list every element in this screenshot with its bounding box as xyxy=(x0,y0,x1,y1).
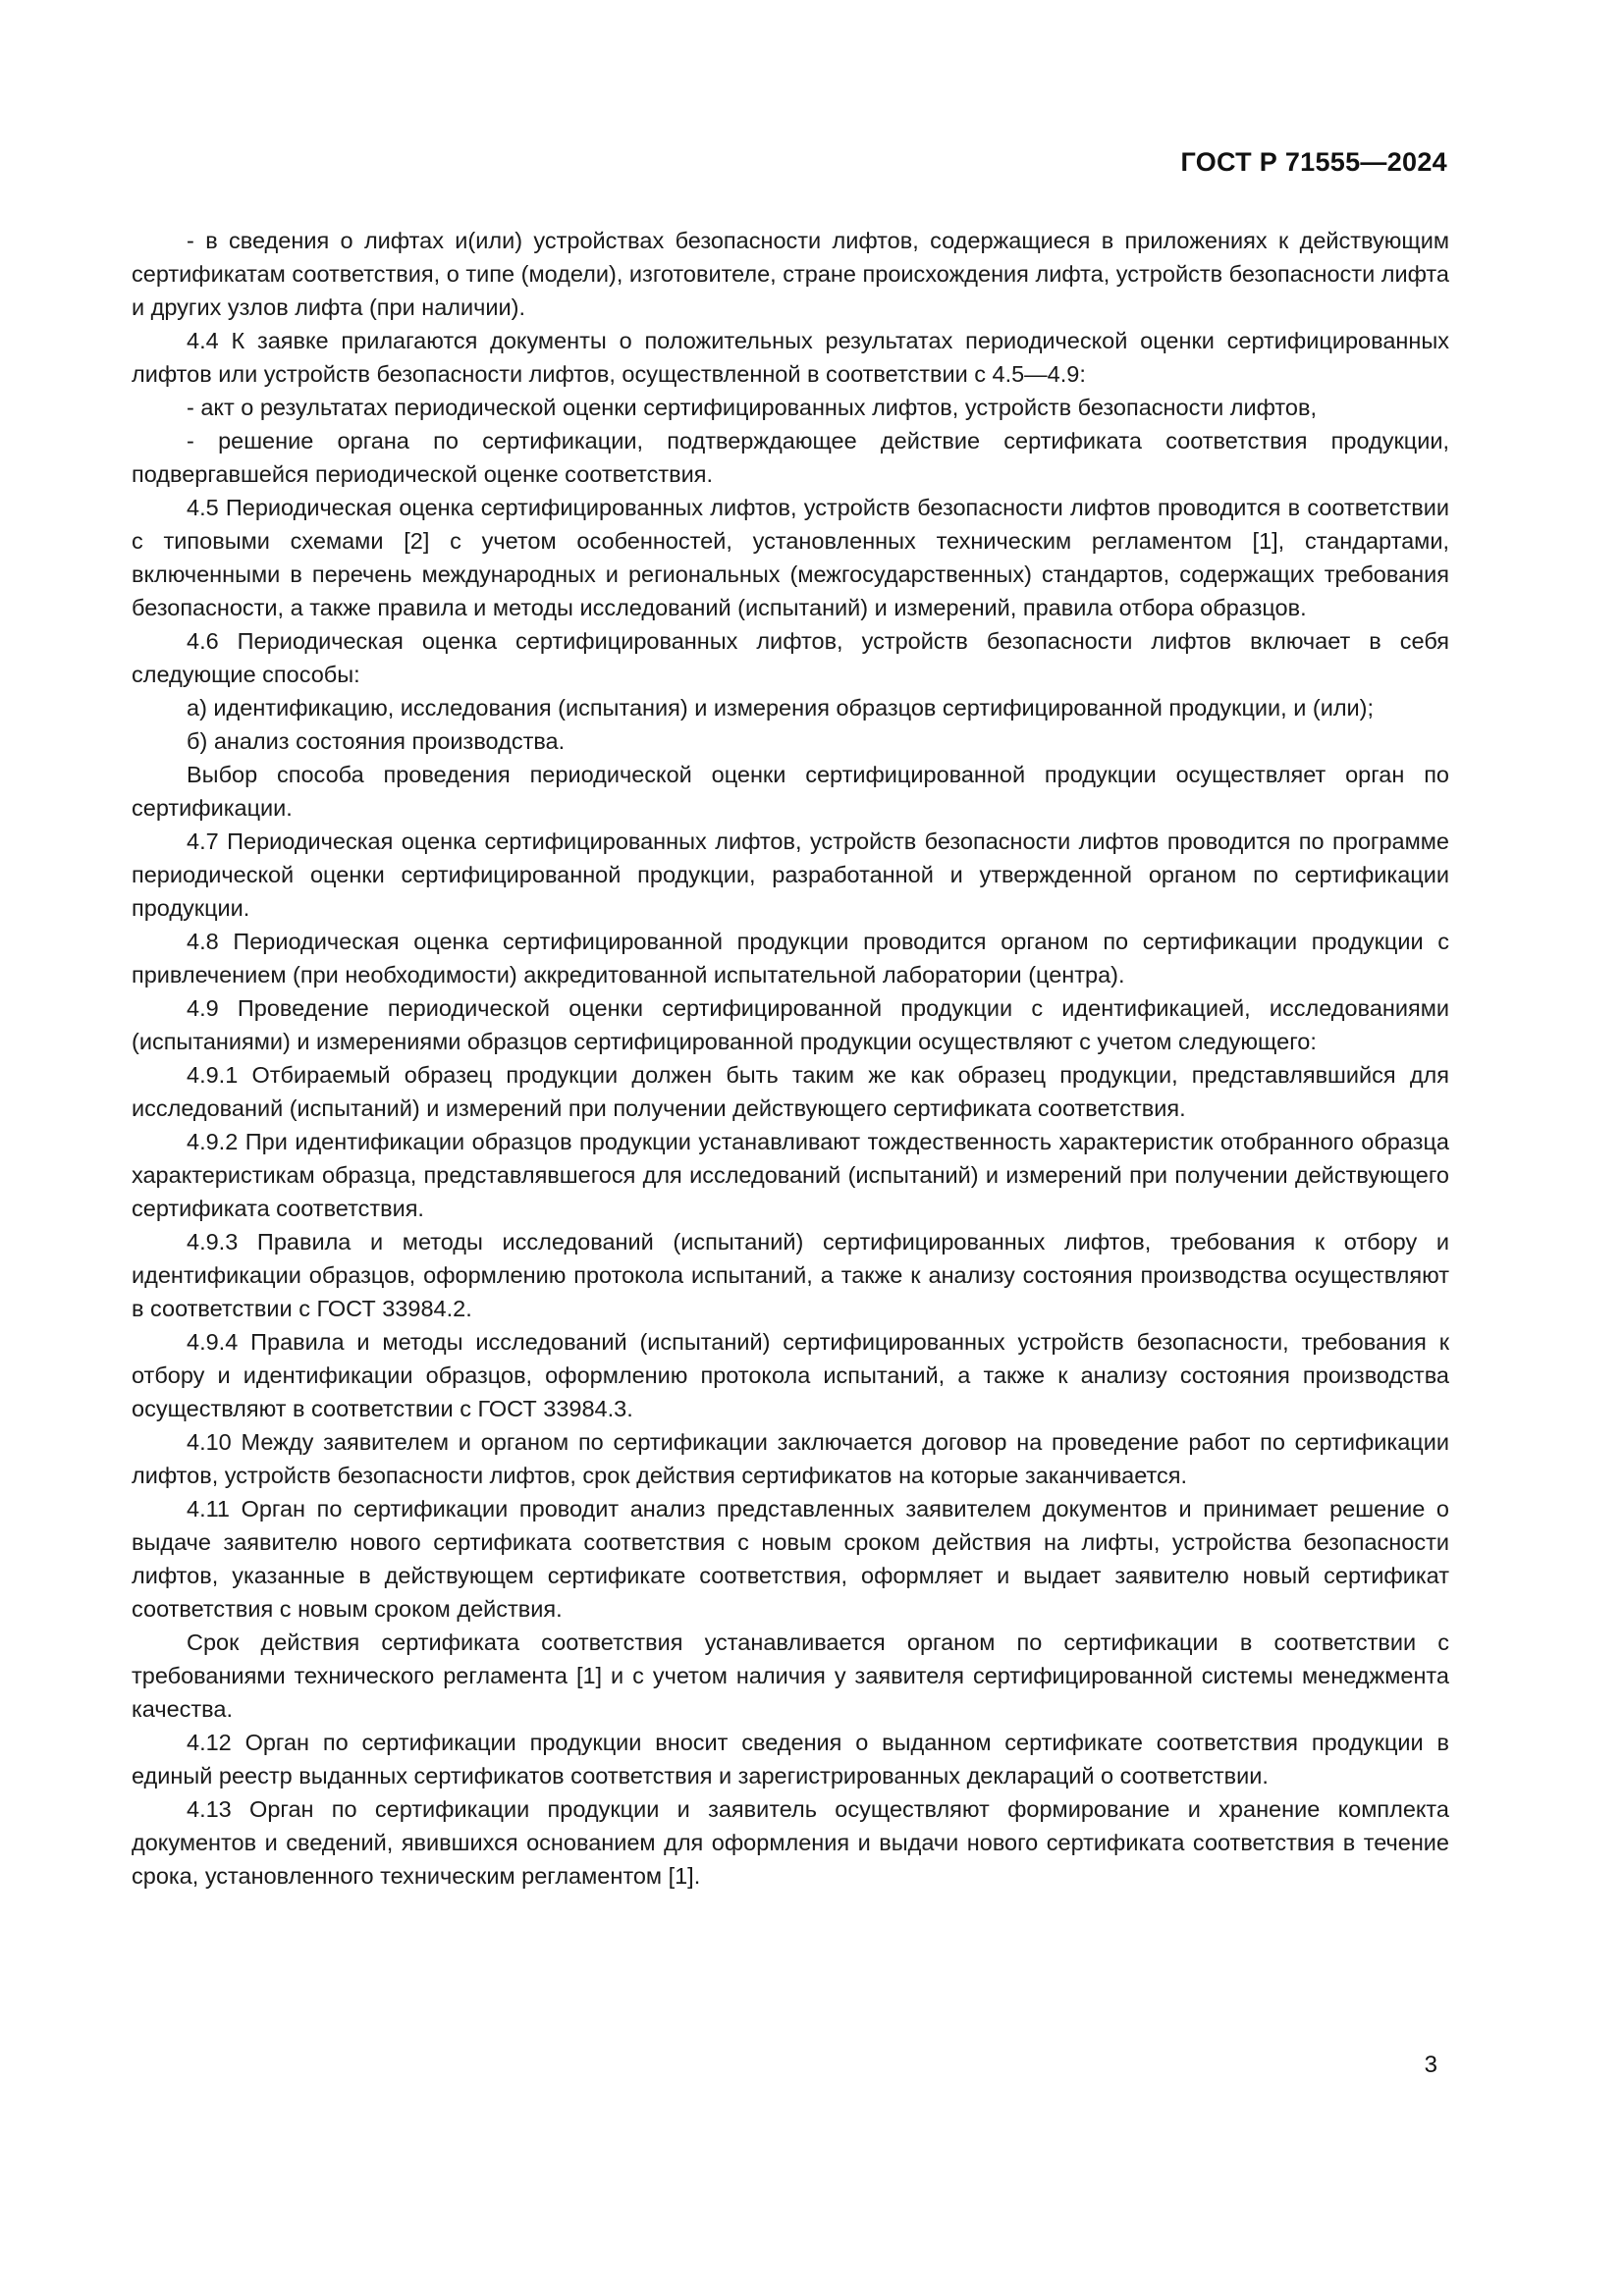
paragraph: Выбор способа проведения периодической оценки сертифицированной продукции осуществляет орган по сертификации. xyxy=(132,762,1449,821)
paragraph: 4.11 Орган по сертификации проводит анализ представленных заявителем документов и принимает решение о выдаче заявителю нового сертификата соответствия с новым сроком действия на лифты, устройства безопасности лифтов, указанные в действующем сертификате соответствия, оформляет и выдает заявителю новый сертификат соответствия с новым сроком действия. xyxy=(132,1496,1449,1622)
paragraph: 4.8 Периодическая оценка сертифицированной продукции проводится органом по сертификации продукции с привлечением (при необходимости) аккредитованной испытательной лаборатории (центра). xyxy=(132,929,1449,988)
paragraph: 4.9.4 Правила и методы исследований (испытаний) сертифицированных устройств безопасности, требования к отбору и идентификации образцов, оформлению протокола испытаний, а также к анализу состояния производства осуществляют в соответствии с ГОСТ 33984.3. xyxy=(132,1329,1449,1421)
paragraph: Срок действия сертификата соответствия устанавливается органом по сертификации в соответствии с требованиями технического регламента [1] и с учетом наличия у заявителя сертифицированной системы менеджмента качества. xyxy=(132,1629,1449,1722)
paragraph: - в сведения о лифтах и(или) устройствах безопасности лифтов, содержащиеся в приложениях к действующим сертификатам соответствия, о типе (модели), изготовителе, стране происхождения лифта, устройств безопасности лифта и других узлов лифта (при наличии). xyxy=(132,228,1449,320)
paragraph: 4.4 К заявке прилагаются документы о положительных результатах периодической оценки сертифицированных лифтов или устройств безопасности лифтов, осуществленной в соответствии с 4.5—4.9: xyxy=(132,328,1449,387)
paragraph: 4.9.3 Правила и методы исследований (испытаний) сертифицированных лифтов, требования к отбору и идентификации образцов, оформлению протокола испытаний, а также к анализу состояния производства осуществляют в соответствии с ГОСТ 33984.2. xyxy=(132,1229,1449,1321)
document-body xyxy=(132,224,1449,1893)
paragraph: 4.6 Периодическая оценка сертифицированных лифтов, устройств безопасности лифтов включает в себя следующие способы: xyxy=(132,628,1449,687)
paragraph: 4.9.1 Отбираемый образец продукции должен быть таким же как образец продукции, представлявшийся для исследований (испытаний) и измерений при получении действующего сертификата соответствия. xyxy=(132,1062,1449,1121)
paragraph: 4.5 Периодическая оценка сертифицированных лифтов, устройств безопасности лифтов проводится в соответствии с типовыми схемами [2] с учетом особенностей, установленных техническим регламентом [1], стандартами, включенными в перечень международных и региональных (межгосударственных) стандартов, содержащих требования безопасности, а также правила и методы исследований (испытаний) и измерений, правила отбора образцов. xyxy=(132,495,1449,620)
paragraph: 4.9 Проведение периодической оценки сертифицированной продукции с идентификацией, исследованиями (испытаниями) и измерениями образцов сертифицированной продукции осуществляют с учетом следующего: xyxy=(132,995,1449,1054)
paragraph: 4.13 Орган по сертификации продукции и заявитель осуществляют формирование и хранение комплекта документов и сведений, явившихся основанием для оформления и выдачи нового сертификата соответствия в течение срока, установленного техническим регламентом [1]. xyxy=(132,1796,1449,1889)
paragraph: а) идентификацию, исследования (испытания) и измерения образцов сертифицированной продукции, и (или); xyxy=(187,695,1375,721)
page-number: 3 xyxy=(1424,2052,1437,2078)
paragraph: 4.10 Между заявителем и органом по сертификации заключается договор на проведение работ по сертификации лифтов, устройств безопасности лифтов, срок действия сертификатов на которые заканчивается. xyxy=(132,1429,1449,1488)
paragraph: 4.9.2 При идентификации образцов продукции устанавливают тождественность характеристик отобранного образца характеристикам образца, представлявшегося для исследований (испытаний) и измерений при получении действующего сертификата соответствия. xyxy=(132,1129,1449,1221)
paragraph: 4.7 Периодическая оценка сертифицированных лифтов, устройств безопасности лифтов проводится по программе периодической оценки сертифицированной продукции, разработанной и утвержденной органом по сертификации продукции. xyxy=(132,828,1449,921)
document-header: ГОСТ Р 71555—2024 xyxy=(1180,147,1447,177)
paragraph: б) анализ состояния производства. xyxy=(187,728,566,754)
paragraph: - решение органа по сертификации, подтверждающее действие сертификата соответствия продукции, подвергавшейся периодической оценке соответствия. xyxy=(132,428,1449,487)
paragraph: - акт о результатах периодической оценки сертифицированных лифтов, устройств безопасности лифтов, xyxy=(187,395,1317,420)
paragraph: 4.12 Орган по сертификации продукции вносит сведения о выданном сертификате соответствия продукции в единый реестр выданных сертификатов соответствия и зарегистрированных деклараций о соответствии. xyxy=(132,1730,1449,1789)
